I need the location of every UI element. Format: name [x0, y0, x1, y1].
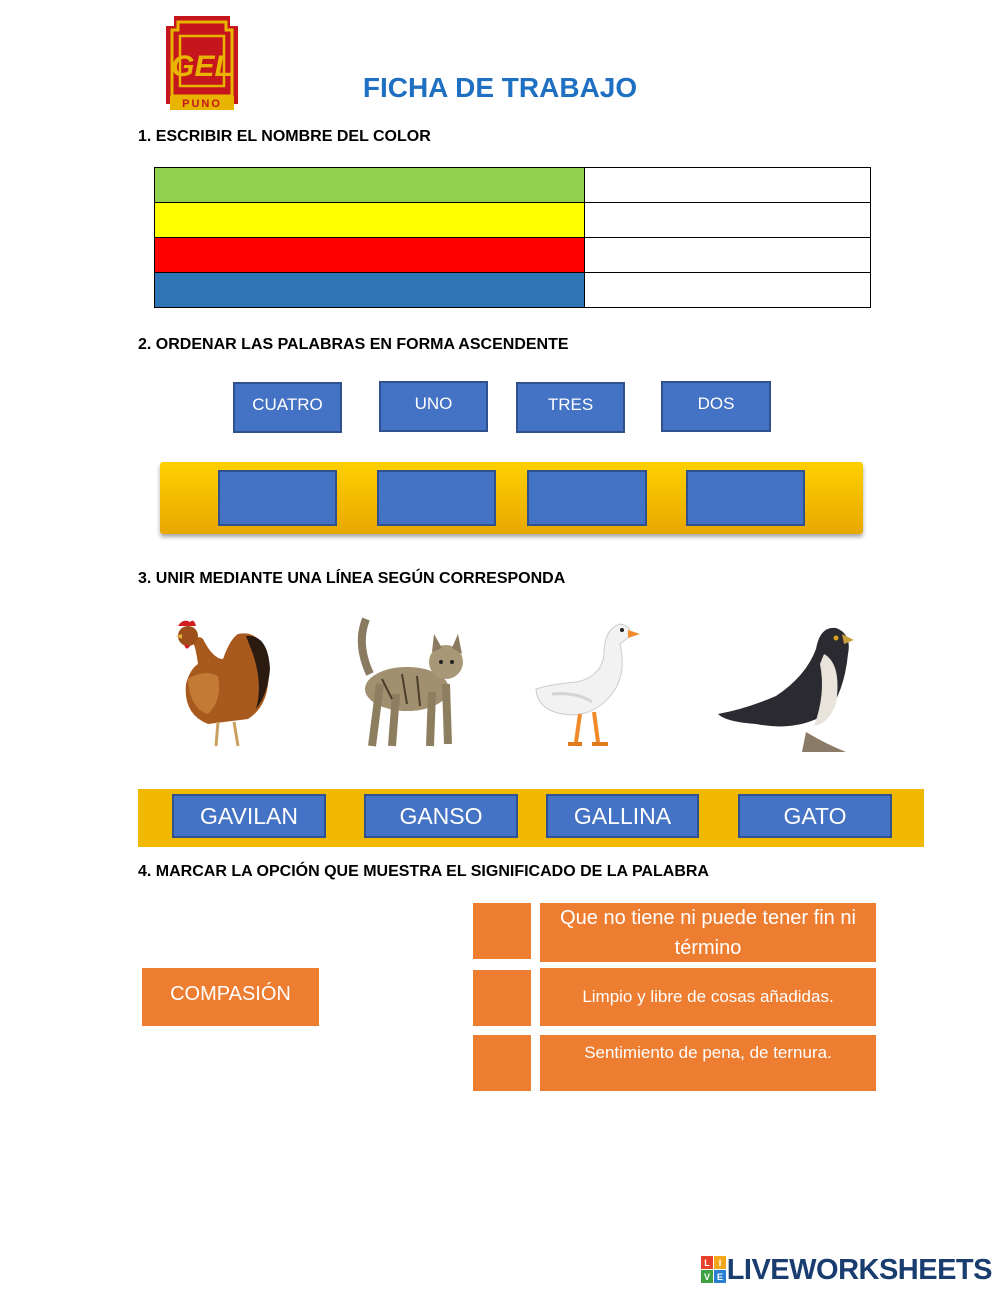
option-checkbox-3[interactable] — [473, 1035, 531, 1091]
color-answer-field-3[interactable] — [585, 238, 871, 273]
color-answer-field-4[interactable] — [585, 273, 871, 308]
section3-heading: 3. UNIR MEDIANTE UNA LÍNEA SEGÚN CORRESPONDA — [138, 570, 566, 587]
word-card[interactable]: DOS — [661, 381, 771, 432]
drop-slot-3[interactable] — [527, 470, 647, 526]
drop-slot-4[interactable] — [686, 470, 805, 526]
option-text-2: Limpio y libre de cosas añadidas. — [540, 968, 876, 1026]
animal-name-card[interactable]: GALLINA — [546, 794, 699, 838]
animal-name-card[interactable]: GANSO — [364, 794, 518, 838]
option-text-1: Que no tiene ni puede tener fin ni término — [540, 903, 876, 962]
section2-heading: 2. ORDENAR LAS PALABRAS EN FORMA ASCENDENTE — [138, 336, 569, 353]
color-swatch-blue — [155, 273, 585, 308]
color-swatch-red — [155, 238, 585, 273]
hen-image[interactable] — [168, 614, 278, 754]
goose-image[interactable] — [532, 614, 644, 754]
svg-text:V: V — [703, 1272, 710, 1282]
target-word: COMPASIÓN — [142, 968, 319, 1026]
option-text-3: Sentimiento de pena, de ternura. — [540, 1035, 876, 1091]
color-swatch-yellow — [155, 203, 585, 238]
color-table — [154, 167, 871, 308]
page-title: FICHA DE TRABAJO — [362, 72, 638, 103]
cat-image[interactable] — [352, 614, 468, 754]
svg-text:I: I — [718, 1258, 721, 1268]
svg-text:PUNO: PUNO — [182, 98, 222, 110]
svg-text:L: L — [703, 1258, 710, 1268]
gel-puno-logo — [166, 16, 238, 112]
liveworksheets-wordmark: LIVEWORKSHEETS — [726, 1253, 992, 1286]
color-answer-field-1[interactable] — [585, 168, 871, 203]
hawk-image[interactable] — [716, 614, 860, 754]
color-answer-field-2[interactable] — [585, 203, 871, 238]
animal-name-card[interactable]: GATO — [738, 794, 892, 838]
section4-heading: 4. MARCAR LA OPCIÓN QUE MUESTRA EL SIGNIFICADO DE LA PALABRA — [138, 863, 709, 880]
liveworksheets-brand — [701, 1253, 992, 1287]
option-checkbox-1[interactable] — [473, 903, 531, 959]
animal-name-card[interactable]: GAVILAN — [172, 794, 326, 838]
svg-text:GEL: GEL — [171, 50, 233, 83]
word-card[interactable]: CUATRO — [233, 382, 342, 433]
word-card[interactable]: UNO — [379, 381, 488, 432]
color-swatch-green — [155, 168, 585, 203]
option-checkbox-2[interactable] — [473, 970, 531, 1026]
word-card[interactable]: TRES — [516, 382, 625, 433]
section1-heading: 1. ESCRIBIR EL NOMBRE DEL COLOR — [138, 128, 431, 145]
drop-slot-1[interactable] — [218, 470, 337, 526]
liveworksheets-badge-icon — [701, 1256, 727, 1284]
svg-text:E: E — [716, 1272, 723, 1282]
drop-slot-2[interactable] — [377, 470, 496, 526]
